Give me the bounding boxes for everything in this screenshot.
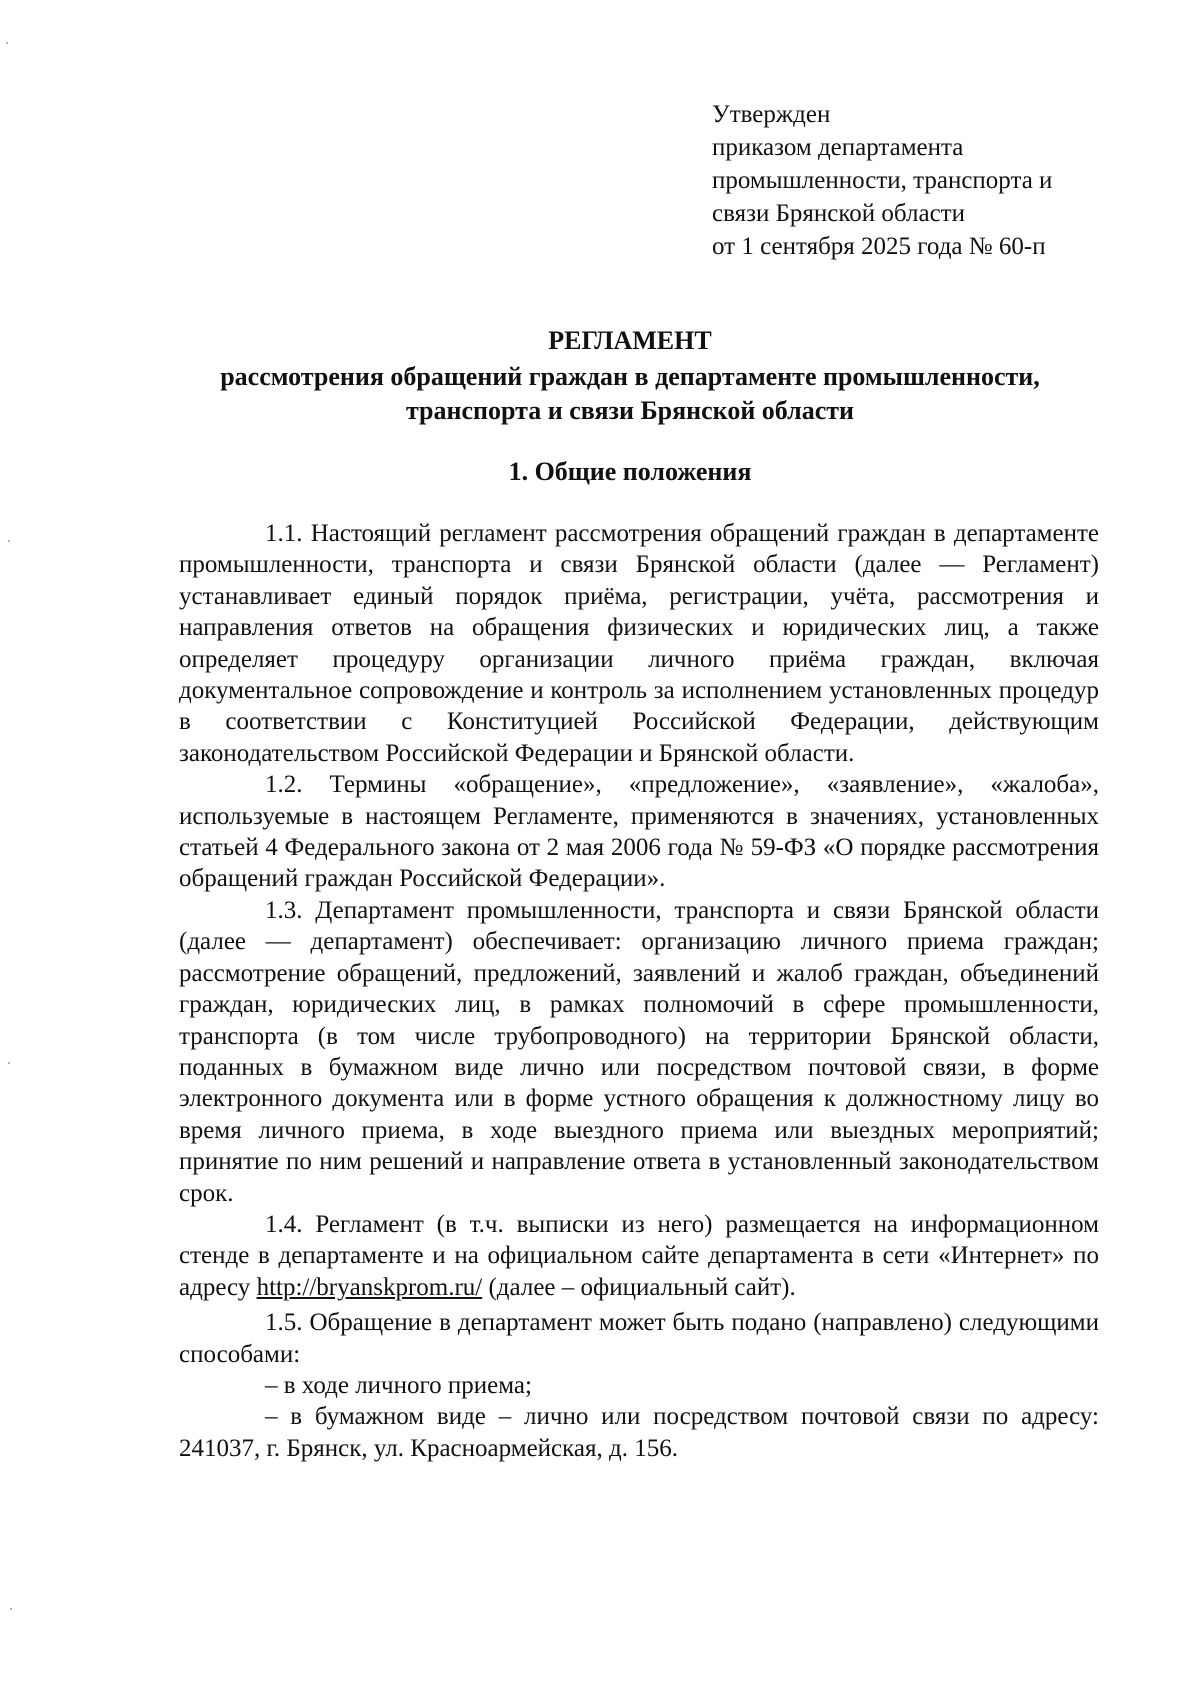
scan-speck bbox=[6, 42, 8, 44]
approval-stamp-block bbox=[712, 98, 1052, 263]
scan-speck bbox=[8, 540, 10, 542]
approval-line: связи Брянской области bbox=[712, 200, 965, 227]
approval-line: Утвержден bbox=[712, 101, 831, 128]
document-title: РЕГЛАМЕНТ bbox=[548, 326, 712, 355]
paragraph-1-4 bbox=[179, 1209, 1099, 1303]
scan-speck bbox=[10, 1608, 12, 1610]
approval-line: приказом департамента bbox=[712, 134, 964, 161]
section-heading: 1. Общие положения bbox=[508, 457, 752, 486]
approval-line: от 1 сентября 2025 года № 60-п bbox=[712, 233, 1046, 260]
approval-line: промышленности, транспорта и bbox=[712, 167, 1053, 194]
paragraph-1-2: 1.2. Термины «обращение», «предложение», «заявление», «жалоба», используемые в настоящем Регламенте, применяются в значениях, установленных статьей 4 Федерального закона от 2 мая 2006 года № 59-ФЗ «О порядке рассмотрения обращений граждан Российской Федерации». bbox=[179, 771, 1099, 893]
document-body bbox=[179, 518, 1099, 1464]
list-item: – в бумажном виде – лично или посредством почтовой связи по адресу: 241037, г. Брянск, ул. Красноармейская, д. 156. bbox=[179, 1403, 1099, 1462]
paragraph-1-4-text-end: (далее – официальный сайт). bbox=[482, 1273, 796, 1301]
document-subtitle bbox=[150, 360, 1110, 428]
list-item: – в ходе личного приема; bbox=[265, 1371, 532, 1399]
paragraph-1-5: 1.5. Обращение в департамент может быть подано (направлено) следующими способами: bbox=[179, 1309, 1099, 1368]
paragraph-1-3: 1.3. Департамент промышленности, транспорта и связи Брянской области (далее — департамент) обеспечивает: организацию личного приема граждан; рассмотрение обращений, предложений, заявлений и жалоб граждан, объединений граждан, юридических лиц, в рамках полномочий в сфере промышленности, транспорта (в том числе трубопроводного) на территории Брянской области, поданных в бумажном виде лично или посредством почтовой связи, в форме электронного документа или в форме устного обращения к должностному лицу во время личного приема, в ходе выездного приема или выездных мероприятий; принятие по ним решений и направление ответа в установленный законодательством срок. bbox=[179, 896, 1099, 1207]
paragraph-1-1: 1.1. Настоящий регламент рассмотрения обращений граждан в департаменте промышленности, транспорта и связи Брянской области (далее — Регламент) устанавливает единый порядок приёма, регистрации, учёта, рассмотрения и направления ответов на обращения физических и юридических лиц, а также определяет процедуру организации личного приёма граждан, включая документальное сопровождение и контроль за исполнением установленных процедур в соответствии с Конституцией Российской Федерации, действующим законодательством Российской Федерации и Брянской области. bbox=[179, 520, 1099, 767]
paragraph-1-4-text: 1.4. Регламент (в т.ч. выписки из него) размещается на информационном стенде в департаменте и на официальном сайте департамента в сети «Интернет» по адресу bbox=[179, 1210, 1099, 1301]
document-subtitle-line: транспорта и связи Брянской области bbox=[405, 396, 855, 425]
official-site-link[interactable]: http://bryanskprom.ru/ bbox=[256, 1273, 483, 1301]
scan-speck bbox=[8, 1062, 10, 1064]
document-subtitle-line: рассмотрения обращений граждан в департаменте промышленности, bbox=[220, 362, 1040, 391]
